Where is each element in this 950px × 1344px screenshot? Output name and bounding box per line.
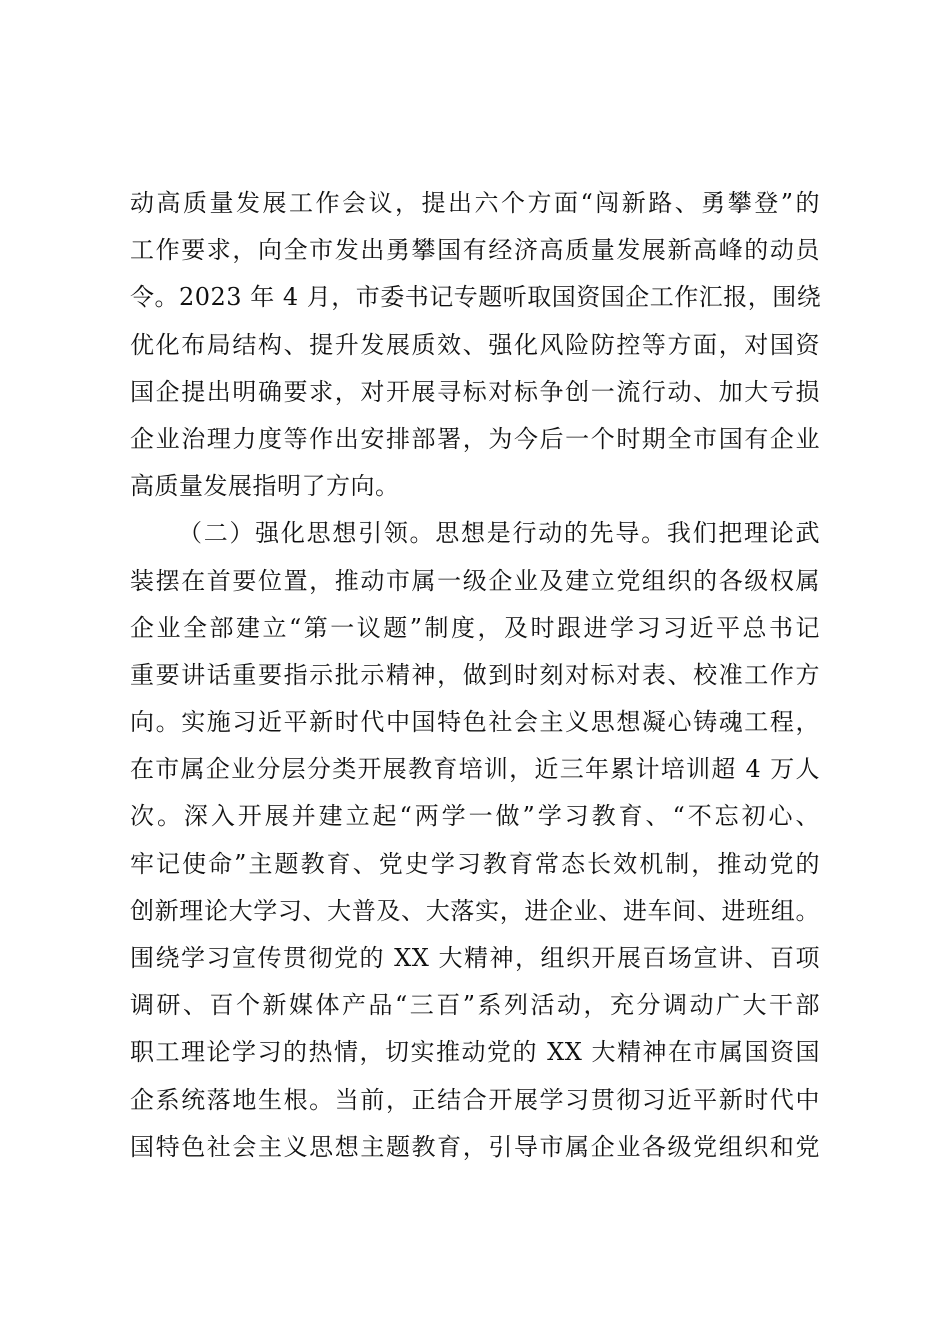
text-line: 令。2023 年 4 月，市委书记专题听取国资国企工作汇报，围绕 (130, 283, 822, 312)
text-line: 创新理论大学习、大普及、大落实，进企业、进车间、进班组。 (130, 896, 820, 925)
text-line: 国特色社会主义思想主题教育，引导市属企业各级党组织和党 (130, 1132, 820, 1161)
body-text (130, 180, 820, 1171)
text-line: 在市属企业分层分类开展教育培训，近三年累计培训超 4 万人 (130, 755, 820, 784)
text-line: 优化布局结构、提升发展质效、强化风险防控等方面，对国资 (130, 330, 820, 359)
text-line: 职工理论学习的热情，切实推动党的 XX 大精神在市属国资国 (130, 1038, 820, 1067)
text-line: 重要讲话重要指示批示精神，做到时刻对标对表、校准工作方 (130, 660, 820, 689)
text-line: 国企提出明确要求，对开展寻标对标争创一流行动、加大亏损 (130, 377, 820, 406)
text-line: 牢记使命”主题教育、党史学习教育常态长效机制，推动党的 (130, 849, 820, 878)
text-line: 调研、百个新媒体产品“三百”系列活动，充分调动广大干部 (130, 991, 820, 1020)
text-line: 装摆在首要位置，推动市属一级企业及建立党组织的各级权属 (130, 566, 820, 595)
text-line: 企系统落地生根。当前，正结合开展学习贯彻习近平新时代中 (130, 1085, 820, 1114)
text-line: 向。实施习近平新时代中国特色社会主义思想凝心铸魂工程， (130, 708, 820, 737)
text-line: 企业全部建立“第一议题”制度，及时跟进学习习近平总书记 (130, 613, 820, 642)
section-heading-line: （二）强化思想引领。思想是行动的先导。我们把理论武 (178, 519, 820, 548)
text-line: 动高质量发展工作会议，提出六个方面“闯新路、勇攀登”的 (130, 189, 820, 217)
text-line: 工作要求，向全市发出勇攀国有经济高质量发展新高峰的动员 (130, 236, 820, 265)
text-line: 高质量发展指明了方向。 (130, 472, 400, 501)
text-line: 次。深入开展并建立起“两学一做”学习教育、“不忘初心、 (130, 802, 820, 831)
text-line: 企业治理力度等作出安排部署，为今后一个时期全市国有企业 (130, 424, 820, 453)
text-line: 围绕学习宣传贯彻党的 XX 大精神，组织开展百场宣讲、百项 (130, 944, 820, 972)
